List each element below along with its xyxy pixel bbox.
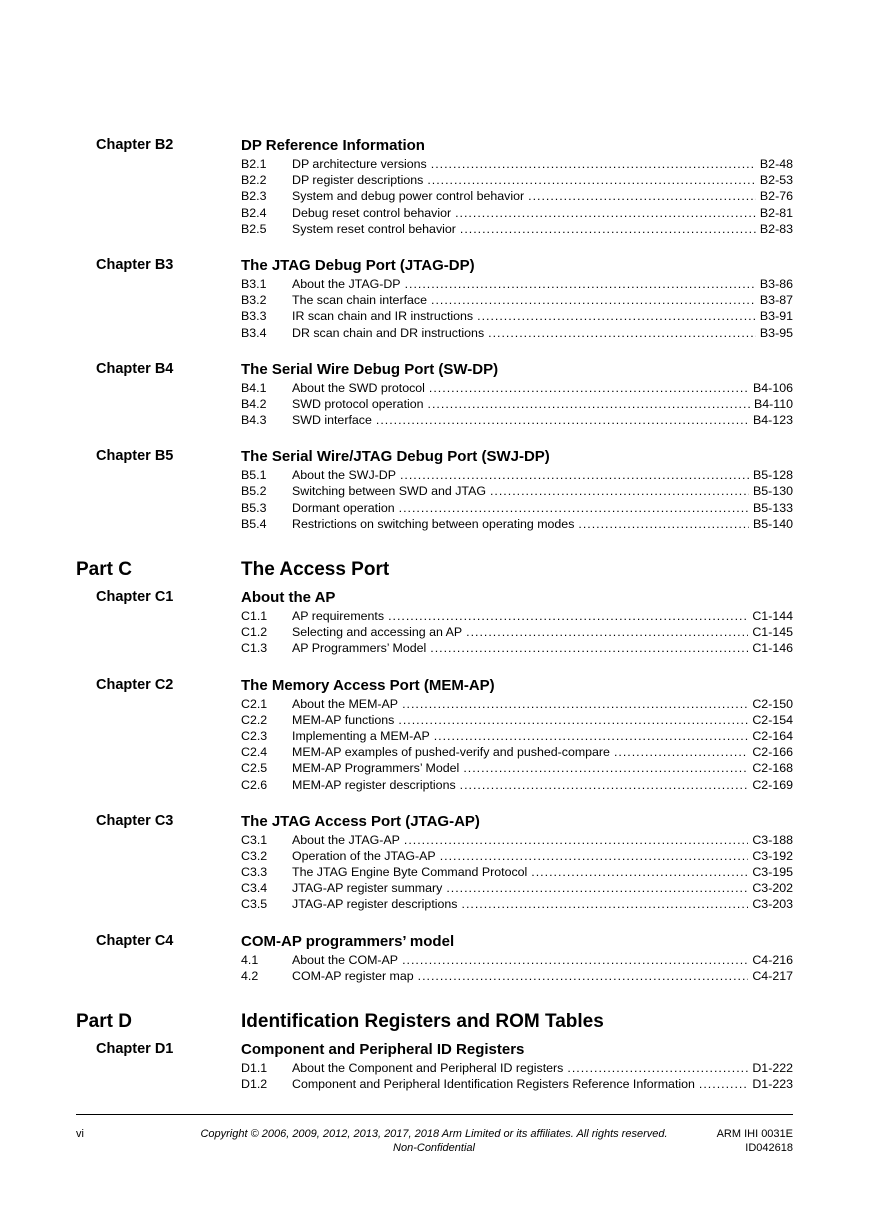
toc-entry[interactable]: [0, 1076, 869, 1092]
section-title-link[interactable]: Component and Peripheral Identification Registers Reference Information: [292, 1077, 695, 1092]
chapter-section: [0, 588, 869, 657]
chapter-heading: [0, 812, 869, 832]
chapter-section: [0, 1040, 869, 1092]
page-reference-link[interactable]: B3-95: [759, 325, 793, 340]
footer-confidentiality: Non-Confidential: [393, 1142, 475, 1154]
toc-entry-line: [292, 516, 793, 532]
toc-entry[interactable]: [0, 880, 869, 896]
section-title-link[interactable]: About the JTAG-DP: [292, 276, 401, 291]
toc-entry-line: [292, 221, 793, 237]
toc-entry[interactable]: [0, 221, 869, 237]
dot-leader: [418, 968, 749, 984]
dot-leader: [400, 467, 749, 483]
section-number: B4.2: [241, 396, 267, 411]
chapter-title-link[interactable]: The JTAG Debug Port (JTAG-DP): [241, 256, 475, 274]
toc-entry-line: [292, 952, 793, 968]
toc-entry-line: [292, 728, 793, 744]
footer-doc-number: ARM IHI 0031E: [716, 1128, 793, 1140]
dot-leader: [462, 896, 749, 912]
toc-entry-line: [292, 832, 793, 848]
dot-leader: [490, 483, 749, 499]
section-title-link[interactable]: System and debug power control behavior: [292, 189, 525, 204]
section-title-link[interactable]: System reset control behavior: [292, 221, 456, 236]
toc-entry[interactable]: [0, 467, 869, 483]
chapter-heading: [0, 932, 869, 952]
toc-entry-line: [292, 760, 793, 776]
toc-entry-line: [292, 696, 793, 712]
section-number: B3.2: [241, 293, 267, 308]
chapter-label: Chapter B4: [96, 360, 174, 377]
dot-leader: [699, 1076, 748, 1092]
chapter-heading: [0, 256, 869, 276]
toc-entry-line: [292, 188, 793, 204]
toc-entry-line: [292, 896, 793, 912]
dot-leader: [463, 760, 748, 776]
section-title-link[interactable]: Dormant operation: [292, 500, 395, 515]
section-number: B5.4: [241, 516, 267, 531]
chapter-label: Chapter C3: [96, 812, 174, 829]
page-reference-link[interactable]: B3-91: [759, 309, 793, 324]
section-title-link[interactable]: SWD protocol operation: [292, 396, 424, 411]
page-reference-link[interactable]: B2-48: [759, 157, 793, 171]
dot-leader: [404, 832, 748, 848]
dot-leader: [431, 292, 756, 308]
chapter-section: [0, 676, 869, 793]
toc-entry-line: [292, 624, 793, 640]
chapter-heading: [0, 588, 869, 608]
chapter-title-link[interactable]: The Memory Access Port (MEM-AP): [241, 676, 495, 694]
toc-entry-line: [292, 467, 793, 483]
section-number: B2.1: [241, 157, 267, 171]
page-reference-link[interactable]: C1-144: [752, 609, 793, 623]
section-number: B5.1: [241, 468, 267, 483]
page-reference-link[interactable]: C2-168: [752, 761, 793, 776]
toc-entry[interactable]: [0, 380, 869, 396]
section-title-link[interactable]: MEM-AP register descriptions: [292, 777, 456, 792]
chapter-label: Chapter C4: [96, 932, 174, 949]
toc-entry-line: [292, 968, 793, 984]
page-reference-link[interactable]: C2-154: [752, 712, 793, 727]
dot-leader: [567, 1060, 748, 1076]
page-reference-link[interactable]: B2-81: [759, 205, 793, 220]
section-number: C2.6: [241, 777, 268, 792]
page-reference-link[interactable]: C1-145: [752, 625, 793, 640]
dot-leader: [398, 712, 748, 728]
section-title-link[interactable]: MEM-AP Programmers’ Model: [292, 761, 460, 776]
footer-divider: [76, 1114, 793, 1115]
toc-entry[interactable]: [0, 483, 869, 499]
chapter-label: Chapter B2: [96, 137, 174, 153]
toc-entry[interactable]: [0, 188, 869, 204]
section-title-link[interactable]: COM-AP register map: [292, 968, 414, 983]
toc-entry[interactable]: [0, 640, 869, 656]
toc-entry[interactable]: [0, 712, 869, 728]
dot-leader: [434, 728, 749, 744]
chapter-title-link[interactable]: The JTAG Access Port (JTAG-AP): [241, 812, 480, 830]
toc-entry[interactable]: [0, 864, 869, 880]
chapter-heading: [0, 360, 869, 380]
section-number: C1.2: [241, 625, 268, 640]
page-reference-link[interactable]: D1-223: [752, 1077, 793, 1092]
chapter-title-link[interactable]: Component and Peripheral ID Registers: [241, 1041, 525, 1058]
toc-entry-line: [292, 848, 793, 864]
toc-entry[interactable]: [0, 1060, 869, 1076]
table-of-contents: [0, 136, 869, 1111]
section-title-link[interactable]: The scan chain interface: [292, 293, 427, 308]
section-number: C3.1: [241, 832, 268, 847]
footer-page-number: vi: [76, 1128, 84, 1140]
section-title-link[interactable]: About the JTAG-AP: [292, 832, 400, 847]
page-reference-link[interactable]: B5-140: [753, 516, 793, 531]
part-heading: [0, 1003, 869, 1040]
page-reference-link[interactable]: D1-222: [752, 1061, 793, 1075]
toc-entry-line: [292, 712, 793, 728]
footer-doc-revision: ID042618: [745, 1142, 793, 1154]
toc-entry-line: [292, 380, 793, 396]
chapter-section: [0, 812, 869, 913]
section-number: B2.5: [241, 221, 267, 236]
toc-entry-line: [292, 205, 793, 221]
chapter-label: Chapter C2: [96, 676, 174, 693]
toc-entry-line: [292, 1060, 793, 1076]
chapter-heading: [0, 676, 869, 696]
section-number: C1.1: [241, 609, 268, 623]
dot-leader: [446, 880, 748, 896]
toc-entry[interactable]: [0, 325, 869, 341]
page-reference-link[interactable]: C2-164: [752, 728, 793, 743]
section-number: B2.4: [241, 205, 267, 220]
toc-entry[interactable]: [0, 412, 869, 428]
section-number: C3.5: [241, 897, 268, 912]
section-number: B2.2: [241, 173, 267, 188]
section-title-link[interactable]: Debug reset control behavior: [292, 205, 452, 220]
toc-entry-line: [292, 325, 793, 341]
toc-entry[interactable]: [0, 848, 869, 864]
page-reference-link[interactable]: C3-203: [752, 897, 793, 912]
page-reference-link[interactable]: B4-106: [753, 380, 793, 395]
page-reference-link[interactable]: B2-76: [759, 189, 793, 204]
section-title-link[interactable]: SWD interface: [292, 413, 372, 428]
footer-copyright-text: Copyright © 2006, 2009, 2012, 2013, 2017, 2018 Arm Limited or its affiliates. All rights reserved.: [200, 1128, 668, 1140]
section-number: B5.3: [241, 500, 267, 515]
section-title-link[interactable]: JTAG-AP register descriptions: [292, 897, 458, 912]
dot-leader: [440, 848, 749, 864]
toc-entry-line: [292, 276, 793, 292]
chapter-heading: [0, 136, 869, 156]
dot-leader: [402, 696, 748, 712]
section-number: B3.1: [241, 276, 267, 291]
dot-leader: [531, 864, 748, 880]
page-reference-link[interactable]: B3-87: [759, 293, 793, 308]
dot-leader: [376, 412, 749, 428]
section-number: B3.3: [241, 309, 267, 324]
dot-leader: [460, 221, 756, 237]
toc-entry-line: [292, 156, 793, 172]
section-number: C2.4: [241, 745, 268, 760]
section-title-link[interactable]: MEM-AP examples of pushed-verify and pushed-compare: [292, 745, 610, 760]
toc-entry-line: [292, 1076, 793, 1092]
toc-entry[interactable]: [0, 205, 869, 221]
toc-entry[interactable]: [0, 172, 869, 188]
toc-entry-line: [292, 880, 793, 896]
toc-entry[interactable]: [0, 832, 869, 848]
chapter-heading: [0, 1040, 869, 1060]
dot-leader: [614, 744, 748, 760]
footer-doc-id: [717, 1127, 793, 1155]
chapter-title-link[interactable]: The Serial Wire/JTAG Debug Port (SWJ-DP): [241, 448, 550, 466]
toc-entry[interactable]: [0, 896, 869, 912]
toc-entry[interactable]: [0, 952, 869, 968]
dot-leader: [455, 205, 756, 221]
page-reference-link[interactable]: B5-133: [753, 500, 793, 515]
chapter-label: Chapter D1: [96, 1041, 174, 1057]
toc-entry[interactable]: [0, 292, 869, 308]
toc-entry-line: [292, 396, 793, 412]
toc-entry[interactable]: [0, 777, 869, 793]
toc-entry-line: [292, 608, 793, 624]
section-title-link[interactable]: Switching between SWD and JTAG: [292, 484, 486, 499]
dot-leader: [477, 308, 756, 324]
toc-entry[interactable]: [0, 968, 869, 984]
footer-copyright: [140, 1127, 728, 1155]
section-number: 4.2: [241, 968, 259, 983]
section-number: 4.1: [241, 952, 259, 967]
page-reference-link[interactable]: B4-123: [753, 413, 793, 428]
page-reference-link[interactable]: C3-188: [752, 832, 793, 847]
dot-leader: [460, 777, 749, 793]
part-label: Part C: [76, 559, 132, 580]
toc-entry-line: [292, 483, 793, 499]
section-title-link[interactable]: About the SWJ-DP: [292, 468, 396, 483]
dot-leader: [402, 952, 748, 968]
section-title-link[interactable]: DR scan chain and DR instructions: [292, 325, 485, 340]
chapter-section: [0, 932, 869, 984]
section-title-link[interactable]: AP requirements: [292, 609, 385, 623]
chapter-title-link[interactable]: DP Reference Information: [241, 137, 425, 154]
toc-entry-line: [292, 640, 793, 656]
part-title: Identification Registers and ROM Tables: [241, 1011, 604, 1032]
section-title-link[interactable]: DP architecture versions: [292, 157, 427, 171]
section-number: B5.2: [241, 484, 267, 499]
section-number: C2.3: [241, 728, 268, 743]
toc-entry-line: [292, 777, 793, 793]
page-reference-link[interactable]: C3-195: [752, 865, 793, 880]
toc-entry[interactable]: [0, 500, 869, 516]
dot-leader: [431, 156, 756, 172]
toc-entry-line: [292, 744, 793, 760]
chapter-section: [0, 447, 869, 532]
toc-entry[interactable]: [0, 624, 869, 640]
section-title-link[interactable]: About the Component and Peripheral ID registers: [292, 1061, 564, 1075]
page-reference-link[interactable]: C4-216: [752, 952, 793, 967]
dot-leader: [578, 516, 749, 532]
dot-leader: [427, 172, 756, 188]
section-number: C2.5: [241, 761, 268, 776]
toc-entry-line: [292, 308, 793, 324]
chapter-heading: [0, 447, 869, 467]
dot-leader: [466, 624, 748, 640]
toc-entry-line: [292, 412, 793, 428]
toc-entry[interactable]: [0, 516, 869, 532]
page-reference-link[interactable]: B5-128: [753, 468, 793, 483]
toc-entry[interactable]: [0, 308, 869, 324]
section-title-link[interactable]: Operation of the JTAG-AP: [292, 848, 436, 863]
page-reference-link[interactable]: B2-53: [759, 173, 793, 188]
page-reference-link[interactable]: C1-146: [752, 641, 793, 656]
chapter-title-link[interactable]: COM-AP programmers’ model: [241, 932, 455, 950]
toc-entry[interactable]: [0, 760, 869, 776]
page-reference-link[interactable]: C2-169: [752, 777, 793, 792]
part-heading: [0, 551, 869, 588]
section-number: C3.4: [241, 881, 268, 896]
page-reference-link[interactable]: B2-83: [759, 221, 793, 236]
dot-leader: [528, 188, 756, 204]
section-title-link[interactable]: IR scan chain and IR instructions: [292, 309, 474, 324]
chapter-label: Chapter B5: [96, 448, 174, 465]
section-title-link[interactable]: Restrictions on switching between operating modes: [292, 516, 575, 531]
section-title-link[interactable]: Selecting and accessing an AP: [292, 625, 463, 640]
toc-entry[interactable]: [0, 608, 869, 624]
chapter-title-link[interactable]: About the AP: [241, 589, 336, 606]
section-number: D1.1: [241, 1061, 268, 1075]
dot-leader: [429, 380, 749, 396]
toc-entry-line: [292, 172, 793, 188]
dot-leader: [488, 325, 756, 341]
chapter-label: Chapter C1: [96, 589, 174, 605]
part-label: Part D: [76, 1011, 132, 1032]
section-title-link[interactable]: About the SWD protocol: [292, 380, 425, 395]
toc-entry[interactable]: [0, 696, 869, 712]
toc-entry[interactable]: [0, 156, 869, 172]
chapter-section: [0, 136, 869, 237]
chapter-title-link[interactable]: The Serial Wire Debug Port (SW-DP): [241, 360, 499, 378]
page-reference-link[interactable]: C2-166: [752, 745, 793, 760]
section-title-link[interactable]: DP register descriptions: [292, 173, 424, 188]
section-number: C2.2: [241, 712, 268, 727]
toc-entry-line: [292, 500, 793, 516]
section-title-link[interactable]: About the MEM-AP: [292, 696, 399, 711]
section-title-link[interactable]: Implementing a MEM-AP: [292, 728, 430, 743]
section-title-link[interactable]: About the COM-AP: [292, 952, 399, 967]
section-number: B4.1: [241, 380, 267, 395]
dot-leader: [428, 396, 750, 412]
section-number: C3.2: [241, 848, 268, 863]
chapter-section: [0, 256, 869, 341]
section-title-link[interactable]: JTAG-AP register summary: [292, 881, 443, 896]
section-number: B2.3: [241, 189, 267, 204]
section-number: C1.3: [241, 641, 268, 656]
dot-leader: [399, 500, 749, 516]
section-number: B3.4: [241, 325, 267, 340]
page-reference-link[interactable]: B4-110: [753, 396, 793, 411]
page-reference-link[interactable]: C2-150: [752, 696, 793, 711]
section-title-link[interactable]: AP Programmers’ Model: [292, 641, 427, 656]
toc-entry[interactable]: [0, 276, 869, 292]
chapter-label: Chapter B3: [96, 256, 174, 273]
toc-entry-line: [292, 292, 793, 308]
section-number: D1.2: [241, 1077, 268, 1092]
page-reference-link[interactable]: C3-202: [752, 881, 793, 896]
page-reference-link[interactable]: B3-86: [759, 276, 793, 291]
section-number: C3.3: [241, 865, 268, 880]
dot-leader: [388, 608, 748, 624]
toc-entry[interactable]: [0, 728, 869, 744]
page-reference-link[interactable]: C3-192: [752, 848, 793, 863]
section-number: C2.1: [241, 696, 268, 711]
toc-entry-line: [292, 864, 793, 880]
page-reference-link[interactable]: C4-217: [752, 968, 793, 983]
dot-leader: [430, 640, 748, 656]
section-number: B4.3: [241, 413, 267, 428]
part-title: The Access Port: [241, 559, 390, 580]
toc-entry[interactable]: [0, 744, 869, 760]
page-reference-link[interactable]: B5-130: [753, 484, 793, 499]
section-title-link[interactable]: The JTAG Engine Byte Command Protocol: [292, 865, 528, 880]
toc-entry[interactable]: [0, 396, 869, 412]
chapter-section: [0, 360, 869, 429]
dot-leader: [405, 276, 756, 292]
section-title-link[interactable]: MEM-AP functions: [292, 712, 395, 727]
